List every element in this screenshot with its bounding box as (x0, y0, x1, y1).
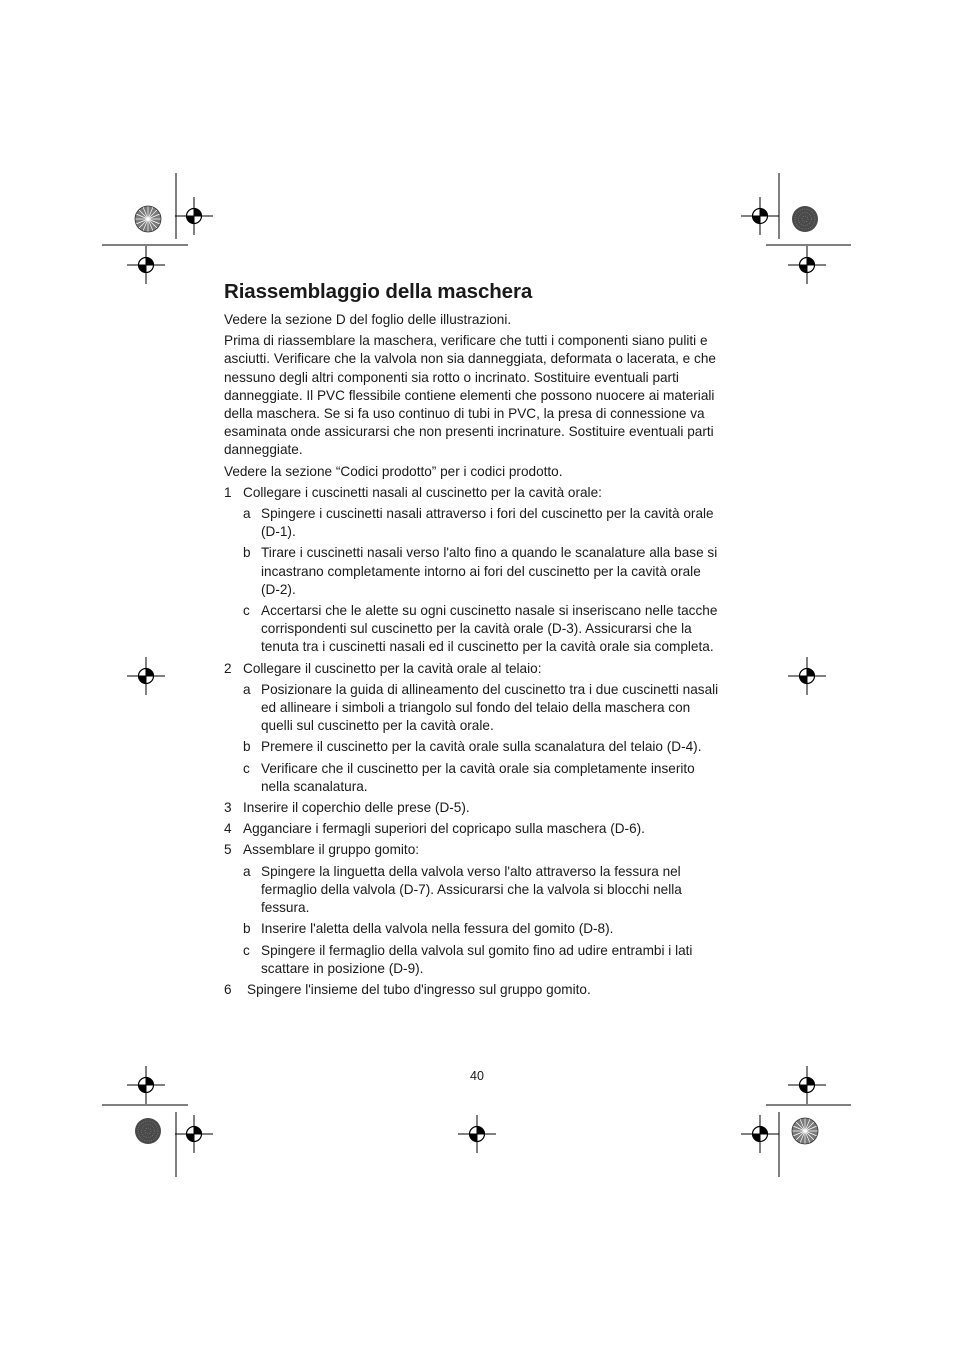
substep-letter: a (243, 863, 251, 879)
substep-item (243, 738, 720, 756)
page-number: 40 (470, 1069, 484, 1083)
step-item (224, 799, 720, 817)
substep-text: Spingere i cuscinetti nasali attraverso i fori del cuscinetto per la cavità orale (D-1). (261, 506, 714, 540)
substep-item (243, 681, 720, 736)
step-text: Collegare i cuscinetti nasali al cuscinetto per la cavità orale: (243, 484, 602, 500)
step-number: 6 (224, 981, 232, 997)
substep-text: Premere il cuscinetto per la cavità orale sulla scanalatura del telaio (D-4). (261, 739, 702, 755)
step-number: 1 (224, 484, 232, 500)
step-number: 5 (224, 842, 232, 858)
product-codes-paragraph: Vedere la sezione “Codici prodotto” per i codici prodotto. (224, 463, 563, 479)
substep-item (243, 505, 720, 541)
substep-item (243, 760, 720, 796)
page-title: Riassemblaggio della maschera (224, 280, 533, 303)
step-text: Collegare il cuscinetto per la cavità orale al telaio: (243, 660, 542, 676)
step-text: Inserire il coperchio delle prese (D-5). (243, 800, 470, 816)
substep-text: Inserire l'aletta della valvola nella fessura del gomito (D-8). (261, 921, 614, 937)
substep-item (243, 602, 720, 657)
substep-item (243, 863, 720, 918)
step-number: 2 (224, 660, 232, 676)
substep-letter: b (243, 739, 251, 755)
step-number: 4 (224, 821, 232, 837)
substep-text: Verificare che il cuscinetto per la cavità orale sia completamente inserito nella scanalatura. (261, 760, 695, 794)
substep-text: Spingere il fermaglio della valvola sul gomito fino ad udire entrambi i lati scattare in posizione (D-9). (261, 942, 693, 976)
document-body (224, 280, 720, 1002)
step-item (224, 484, 720, 502)
step-text: Agganciare i fermagli superiori del copricapo sulla maschera (D-6). (243, 821, 645, 837)
substep-letter: c (243, 760, 250, 776)
substep-letter: a (243, 506, 251, 522)
substep-letter: c (243, 942, 250, 958)
substep-letter: c (243, 603, 250, 619)
step-text: Assemblare il gruppo gomito: (243, 842, 420, 858)
step-text: Spingere l'insieme del tubo d'ingresso sul gruppo gomito. (247, 981, 591, 997)
preparation-paragraph: Prima di riassemblare la maschera, verificare che tutti i componenti siano puliti e asciutti. Verificare che la valvola non sia danneggiata, deformata o lacerata, e che nessuno degli altri componenti sia rotto o incrinato. Sostituire eventuali parti danneggiate. Il PVC flessibile contiene elementi che possono nuocere ai materiali della maschera. Se si fa uso continuo di tubi in PVC, la presa di connessione va esaminata onde assicurarsi che non presenti incrinature. Sostituire eventuali parti danneggiate. (224, 333, 716, 458)
step-item (224, 660, 720, 678)
substep-letter: b (243, 545, 251, 561)
substep-text: Accertarsi che le alette su ogni cuscinetto nasale si inseriscano nelle tacche corrispondenti sul cuscinetto per la cavità orale (D-3). Assicurarsi che la tenuta tra i cuscinetti nasali ed il cuscinetto per la cavità orale sia completa. (261, 603, 718, 655)
substep-item (243, 544, 720, 599)
substep-letter: b (243, 921, 251, 937)
substep-item (243, 942, 720, 978)
substep-letter: a (243, 681, 251, 697)
substep-text: Spingere la linguetta della valvola verso l'alto attraverso la fessura nel fermaglio della valvola (D-7). Assicurarsi che la valvola si blocchi nella fessura. (261, 863, 682, 916)
intro-paragraph: Vedere la sezione D del foglio delle illustrazioni. (224, 312, 512, 327)
substep-text: Posizionare la guida di allineamento del cuscinetto tra i due cuscinetti nasali ed allineare i simboli a triangolo sul fondo del telaio della maschera con quelli sul cuscinetto per la cavità orale. (261, 681, 719, 734)
substep-text: Tirare i cuscinetti nasali verso l'alto fino a quando le scanalature alla base si incastrano completamente intorno ai fori del cuscinetto per la cavità orale (D-2). (261, 545, 718, 597)
step-item (224, 981, 720, 999)
substep-item (243, 920, 720, 938)
steps-list (224, 484, 720, 999)
step-item (224, 841, 720, 859)
step-item (224, 820, 720, 838)
step-number: 3 (224, 800, 232, 816)
